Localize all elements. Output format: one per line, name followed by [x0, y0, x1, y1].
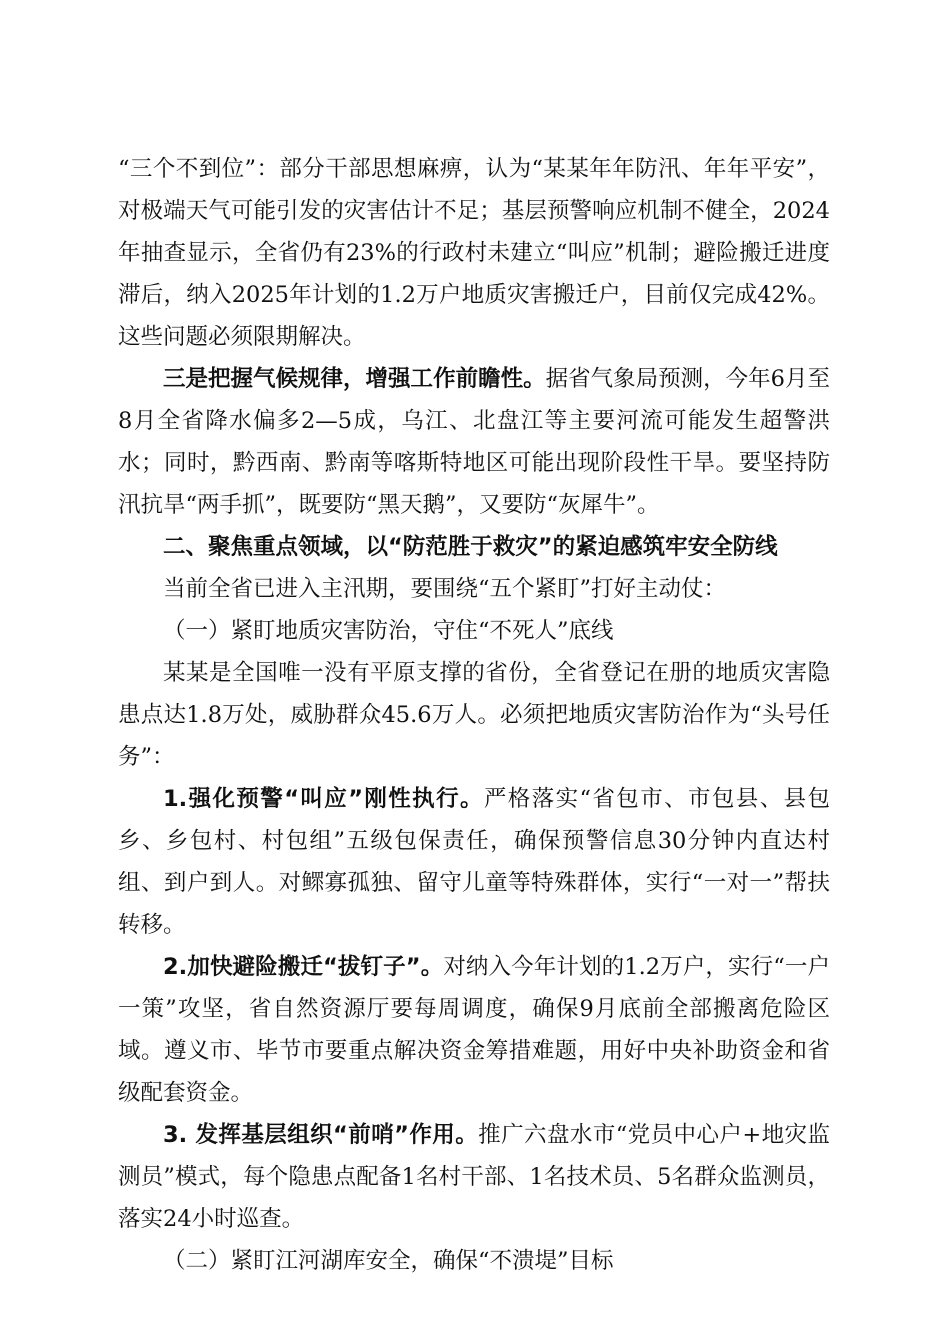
paragraph-text: 对纳入今年计划的1.2万户，实行“一户一策”攻坚，省自然资源厅要每周调度，确保9月底前全部搬离危险区域。遵义市、毕节市要重点解决资金筹措难题，用好中央补助资金和省级配套资金。 [118, 954, 830, 1106]
paragraph-text: 推广六盘水市“党员中心户+地灾监测员”模式，每个隐患点配备1名村干部、1名技术员、5名群众监测员，落实24小时巡查。 [118, 1122, 830, 1232]
paragraph-hazard-overview [118, 652, 830, 778]
subheading-geological-hazards: （一）紧盯地质灾害防治，守住“不死人”底线 [163, 618, 614, 644]
section-heading-2: 二、聚焦重点领域，以“防范胜于救灾”的紧迫感筑牢安全防线 [163, 534, 778, 560]
paragraph-text: 当前全省已进入主汛期，要围绕“五个紧盯”打好主动仗： [163, 576, 727, 602]
paragraph-lead: 2.加快避险搬迁“拔钉子”。 [163, 954, 444, 980]
paragraph-text: 某某是全国唯一没有平原支撑的省份，全省登记在册的地质灾害隐患点达1.8万处，威胁群众45.6万人。必须把地质灾害防治作为“头号任务”： [118, 660, 830, 770]
paragraph-intro-five-focuses [118, 568, 830, 610]
paragraph-text: “三个不到位”：部分干部思想麻痹，认为“某某年年防汛、年年平安”，对极端天气可能引发的灾害估计不足；基层预警响应机制不健全，2024年抽查显示，全省仍有23%的行政村未建立“叫应”机制；避险搬迁进度滞后，纳入2025年计划的1.2万户地质灾害搬迁户，目前仅完成42%。这些问题必须限期解决。 [118, 156, 830, 350]
paragraph-three-shortfalls [118, 148, 830, 358]
document-page [118, 148, 830, 1282]
paragraph-item-3-grassroots [118, 1114, 830, 1240]
paragraph-lead: 三是把握气候规律，增强工作前瞻性。 [163, 366, 546, 392]
paragraph-item-1-warning [118, 778, 830, 946]
paragraph-item-2-relocation [118, 946, 830, 1114]
paragraph-text: 据省气象局预测，今年6月至8月全省降水偏多2—5成，乌江、北盘江等主要河流可能发生超警洪水；同时，黔西南、黔南等喀斯特地区可能出现阶段性干旱。要坚持防汛抗旱“两手抓”，既要防“黑天鹅”，又要防“灰犀牛”。 [118, 366, 830, 518]
paragraph-lead: 1.强化预警“叫应”刚性执行。 [163, 786, 484, 812]
paragraph-text: 严格落实“省包市、市包县、县包乡、乡包村、村包组”五级包保责任，确保预警信息30分钟内直达村组、到户到人。对鳏寡孤独、留守儿童等特殊群体，实行“一对一”帮扶转移。 [118, 786, 830, 938]
subheading-river-safety: （二）紧盯江河湖库安全，确保“不溃堤”目标 [163, 1248, 614, 1274]
paragraph-lead: 3. 发挥基层组织“前哨”作用。 [163, 1122, 479, 1148]
paragraph-climate-patterns [118, 358, 830, 526]
